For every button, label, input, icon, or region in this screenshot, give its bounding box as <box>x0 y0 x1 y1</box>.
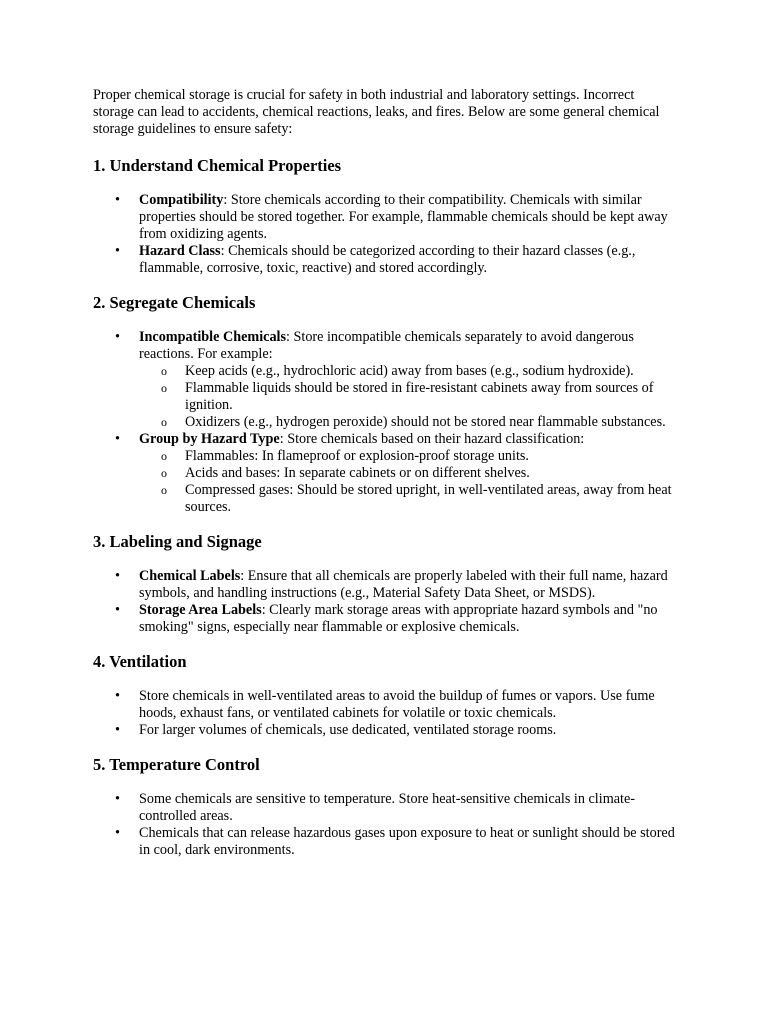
list-item <box>93 243 678 277</box>
intro-paragraph: Proper chemical storage is crucial for safety in both industrial and laboratory settings. Incorrect storage can lead to accidents, chemical reactions, leaks, and fires. Below are some general chemical storage guidelines to ensure safety: <box>93 87 660 137</box>
section-heading: 4. Ventilation <box>93 652 187 671</box>
list-item: • For larger volumes of chemicals, use dedicated, ventilated storage rooms. <box>93 722 678 739</box>
sub-list-item: o Compressed gases: Should be stored upright, in well-ventilated areas, away from heat sources. <box>139 482 678 516</box>
list-item <box>93 568 678 602</box>
list-item <box>93 602 678 636</box>
sub-list <box>139 448 678 516</box>
list-item: • Chemicals that can release hazardous gases upon exposure to heat or sunlight should be stored in cool, dark environments. <box>93 825 678 859</box>
sub-list-item: o Flammable liquids should be stored in fire-resistant cabinets away from sources of ignition. <box>139 380 678 414</box>
bullet-list <box>93 568 678 636</box>
item-text: : Store chemicals according to their compatibility. Chemicals with similar properties should be stored together. For example, flammable chemicals should be kept away from oxidizing agents. <box>139 192 668 242</box>
item-text: : Store incompatible chemicals separately to avoid dangerous reactions. For example: <box>139 329 634 362</box>
item-text: : Chemicals should be categorized according to their hazard classes (e.g., flammable, corrosive, toxic, reactive) and stored accordingly. <box>139 243 636 276</box>
item-text: : Ensure that all chemicals are properly labeled with their full name, hazard symbols, and handling instructions (e.g., Material Safety Data Sheet, or MSDS). <box>139 568 668 601</box>
sub-list-item: o Flammables: In flameproof or explosion-proof storage units. <box>139 448 678 465</box>
item-term: Storage Area Labels <box>139 602 262 618</box>
item-term: Compatibility <box>139 192 224 208</box>
bullet-list <box>93 192 678 277</box>
item-term: Hazard Class <box>139 243 221 259</box>
item-text: : Clearly mark storage areas with appropriate hazard symbols and "no smoking" signs, especially near flammable or explosive chemicals. <box>139 602 658 635</box>
item-text: : Store chemicals based on their hazard classification: <box>279 431 585 447</box>
sub-list-item: o Acids and bases: In separate cabinets or on different shelves. <box>139 465 678 482</box>
list-item <box>93 192 678 243</box>
sub-list-item: o Oxidizers (e.g., hydrogen peroxide) should not be stored near flammable substances. <box>139 414 678 431</box>
list-item <box>93 329 678 431</box>
list-item: • Store chemicals in well-ventilated areas to avoid the buildup of fumes or vapors. Use fume hoods, exhaust fans, or ventilated cabinets for volatile or toxic chemicals. <box>93 688 678 722</box>
list-item: • Some chemicals are sensitive to temperature. Store heat-sensitive chemicals in climate-controlled areas. <box>93 791 678 825</box>
bullet-list <box>93 688 678 739</box>
list-item <box>93 431 678 516</box>
bullet-list <box>93 329 678 516</box>
section-heading: 1. Understand Chemical Properties <box>93 156 342 175</box>
sub-list <box>139 363 678 431</box>
item-term: Incompatible Chemicals <box>139 329 286 345</box>
item-term: Chemical Labels <box>139 568 241 584</box>
document-page <box>93 87 678 859</box>
section-heading: 5. Temperature Control <box>93 755 260 774</box>
section-heading: 3. Labeling and Signage <box>93 532 262 551</box>
item-term: Group by Hazard Type <box>139 431 280 447</box>
section-heading: 2. Segregate Chemicals <box>93 293 256 312</box>
bullet-list <box>93 791 678 859</box>
sub-list-item: o Keep acids (e.g., hydrochloric acid) away from bases (e.g., sodium hydroxide). <box>139 363 678 380</box>
